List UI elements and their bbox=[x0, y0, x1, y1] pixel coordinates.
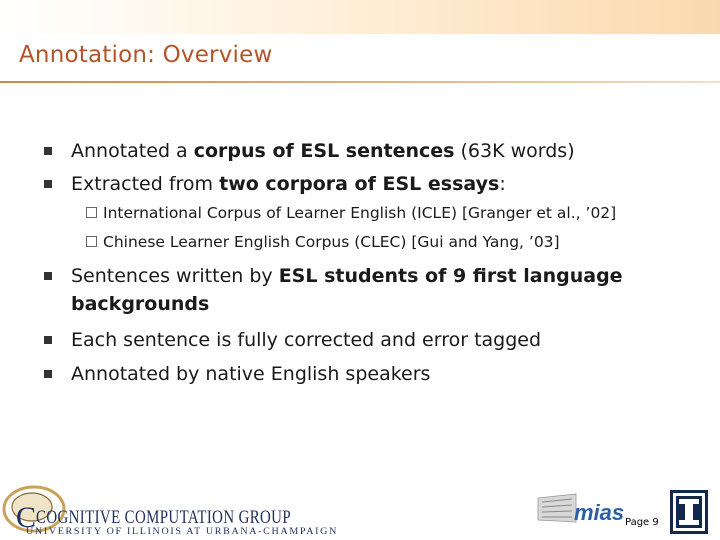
title-divider bbox=[0, 81, 720, 83]
checkbox-bullet-icon bbox=[86, 207, 97, 218]
bullet-3-line-1 bbox=[71, 263, 623, 289]
bullet-5-text: Annotated by native English speakers bbox=[71, 363, 431, 385]
checkbox-bullet-icon bbox=[86, 236, 97, 247]
header-gradient-bar bbox=[0, 0, 720, 34]
cognitive-computation-group-logo bbox=[2, 479, 362, 537]
bullet-square-icon bbox=[44, 336, 52, 344]
mias-text: mias bbox=[574, 500, 625, 525]
sub-bullet-1-text: International Corpus of Learner English (ICLE) [Granger et al., ’02] bbox=[103, 204, 617, 222]
uiuc-block-i-logo bbox=[670, 490, 708, 534]
logo-sub-text: UNIVERSITY OF ILLINOIS AT URBANA-CHAMPAIGN bbox=[26, 526, 338, 536]
logo-c-letter: C bbox=[16, 501, 37, 534]
logo-main-text: COGNITIVE COMPUTATION GROUP bbox=[36, 507, 291, 528]
bullet-1-part-1: Annotated a bbox=[71, 140, 194, 162]
bullet-1-text bbox=[71, 138, 575, 164]
bullet-1-part-2: corpus of ESL sentences bbox=[193, 140, 455, 162]
bullet-2-part-3: : bbox=[499, 173, 506, 195]
bullet-3-part-2: ESL students of 9 first language bbox=[278, 265, 623, 287]
bullet-square-icon bbox=[44, 147, 52, 155]
bullet-square-icon bbox=[44, 370, 52, 378]
bullet-2-part-1: Extracted from bbox=[71, 173, 220, 195]
bullet-3-part-1: Sentences written by bbox=[71, 265, 279, 287]
bullet-square-icon bbox=[44, 272, 52, 280]
bullet-2-part-2: two corpora of ESL essays bbox=[219, 173, 500, 195]
page-number: Page 9 bbox=[625, 517, 659, 528]
bullet-square-icon bbox=[44, 180, 52, 188]
bullet-1-part-3: (63K words) bbox=[454, 140, 575, 162]
bullet-3-line-2: backgrounds bbox=[71, 293, 210, 315]
bullet-2-text bbox=[71, 171, 506, 197]
sub-bullet-2-text: Chinese Learner English Corpus (CLEC) [Gui and Yang, ’03] bbox=[103, 233, 560, 251]
mias-logo bbox=[536, 490, 625, 526]
slide-title: Annotation: Overview bbox=[19, 42, 273, 68]
bullet-4-text: Each sentence is fully corrected and error tagged bbox=[71, 329, 542, 351]
